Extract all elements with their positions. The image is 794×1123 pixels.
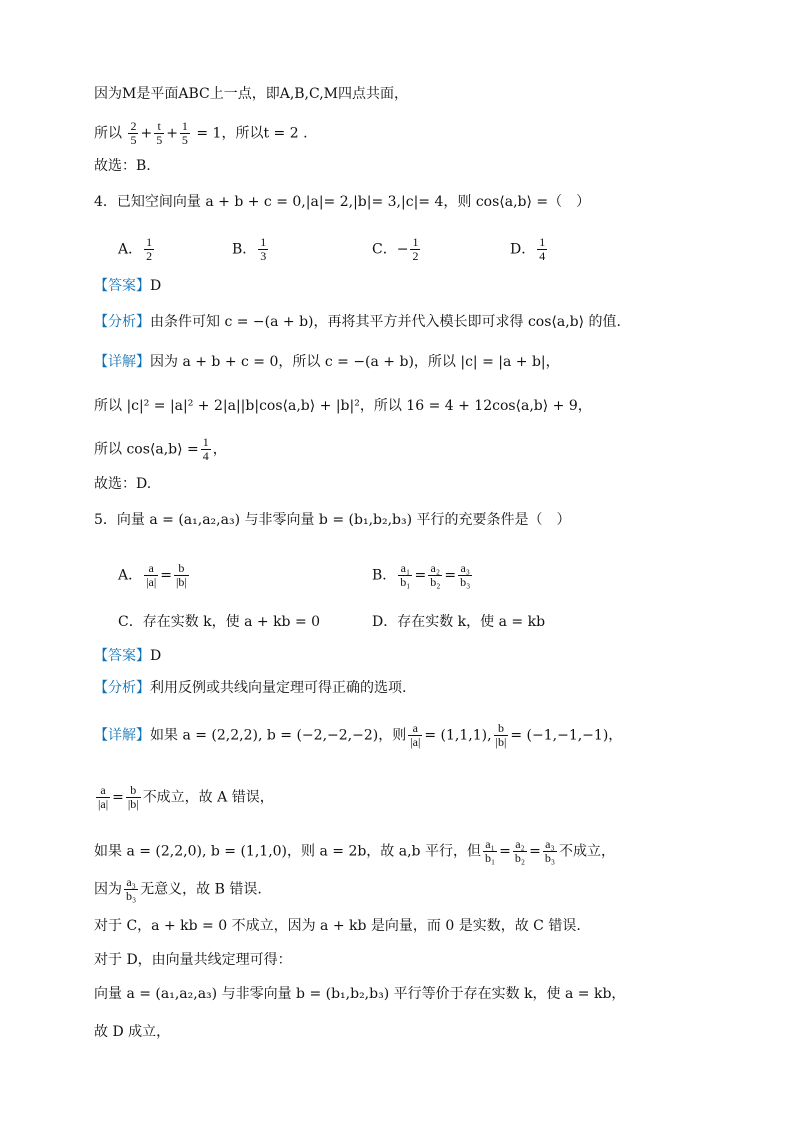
question-4 — [94, 192, 590, 212]
detail-tag: 【详解】 — [94, 727, 150, 744]
detail-4: 【详解】因为 a + b + c = 0，所以 c = −(a + b)，所以 |c| = |a + b|， — [94, 354, 560, 370]
detail-5-line4: 因为 $\frac{\text{a₃}}{\text{b₃}}$ 无意义，故 B 错误. — [94, 875, 262, 903]
detail-5-line8: 故 D 成立， — [94, 1024, 171, 1040]
detail-5-line5: 对于 C，a + kb = 0 不成立，因为 a + kb 是向量，而 0 是实数，故 C 错误. — [94, 918, 581, 934]
text: 所以 — [94, 125, 122, 142]
detail-4-line3: 所以 cos⟨a,b⟩ = $\frac{1}{4}$ ， — [94, 435, 227, 463]
text: = 1，所以t = 2 . — [196, 125, 308, 142]
fraction: $\frac{t}{5}$ — [156, 119, 163, 147]
option-4c: C．− $\frac{1}{2}$ — [372, 235, 419, 263]
option-5d: D．存在实数 k，使 a = kb — [372, 614, 546, 630]
fraction: $\frac{1}{5}$ — [181, 119, 188, 147]
option-5a: A． $\frac{a}{|a|}$ = $\frac{b}{|b|}$ — [118, 561, 187, 589]
detail-5: 【详解】如果 a = (2,2,2), b = (−2,−2,−2)，则 $\frac{a}{|a|}$ = (1,1,1), $\frac{b}{|b|}$ = (−1,−1,−1)， — [94, 721, 623, 749]
option-5b: B． $\frac{\text{a₁}}{\text{b₁}}$ = $\frac{\text{a₂}}{\text{b₂}}$ = $\frac{\text{a₃}}{\text{b₃}}$ — [372, 561, 471, 589]
option-5c: C．存在实数 k，使 a + kb = 0 — [118, 614, 321, 630]
detail-5-line3: 如果 a = (2,2,0), b = (1,1,0)，则 a = 2b，故 a,b 平行，但 $\frac{\text{a₁}}{\text{b₁}}$ = $\frac{\text{a₂}}{\text{b₂}}$ = $\frac{\text{a₃}}{\text{b₃}}$ 不成立， — [94, 837, 615, 865]
answer-5: 【答案】D — [94, 648, 162, 664]
analysis-5: 【分析】利用反例或共线向量定理可得正确的选项. — [94, 680, 407, 696]
detail-4-line2: 所以 |c|² = |a|² + 2|a||b|cos⟨a,b⟩ + |b|²，所以 16 = 4 + 12cos⟨a,b⟩ + 9， — [94, 398, 592, 414]
text-line-collinear — [94, 84, 408, 104]
answer-tag: 【答案】 — [94, 278, 150, 294]
text: 4．已知空间向量 a + b + c = 0,|a|= 2,|b|= 3,|c|= 4，则 cos⟨a,b⟩ =（ ） — [94, 194, 591, 210]
text-line-sum: 所以 $\frac{2}{5}$ + $\frac{t}{5}$ + $\frac{1}{5}$ = 1，所以t = 2 . — [94, 119, 308, 147]
fraction: $\frac{2}{5}$ — [130, 119, 137, 147]
detail-5-line2: $\frac{a}{|a|}$ = $\frac{b}{|b|}$ 不成立，故 A 错误， — [98, 783, 274, 811]
analysis-4: 【分析】由条件可知 c = −(a + b)，再将其平方并代入模长即可求得 cos⟨a,b⟩ 的值. — [94, 314, 622, 330]
question-5: 5．向量 a = (a₁,a₂,a₃) 与非零向量 b = (b₁,b₂,b₃) 平行的充要条件是（ ） — [94, 512, 571, 528]
answer-tag: 【答案】 — [94, 648, 150, 664]
analysis-tag: 【分析】 — [94, 680, 150, 696]
detail-4-line4: 故选：D. — [94, 476, 152, 492]
detail-5-line7: 向量 a = (a₁,a₂,a₃) 与非零向量 b = (b₁,b₂,b₃) 平行等价于存在实数 k，使 a = kb， — [94, 986, 626, 1002]
detail-tag: 【详解】 — [94, 354, 150, 370]
analysis-tag: 【分析】 — [94, 314, 150, 330]
detail-5-line6: 对于 D，由向量共线定理可得： — [94, 952, 292, 968]
option-4b: B． $\frac{1}{3}$ — [232, 235, 267, 263]
option-4a: A． $\frac{1}{2}$ — [118, 235, 153, 263]
text: 故选：B. — [94, 158, 151, 174]
text: 因为M是平面ABC上一点，即A,B,C,M四点共面， — [94, 86, 409, 102]
option-4d: D． $\frac{1}{4}$ — [510, 235, 546, 263]
text-line-choice — [94, 156, 151, 176]
answer-4: 【答案】D — [94, 278, 162, 294]
